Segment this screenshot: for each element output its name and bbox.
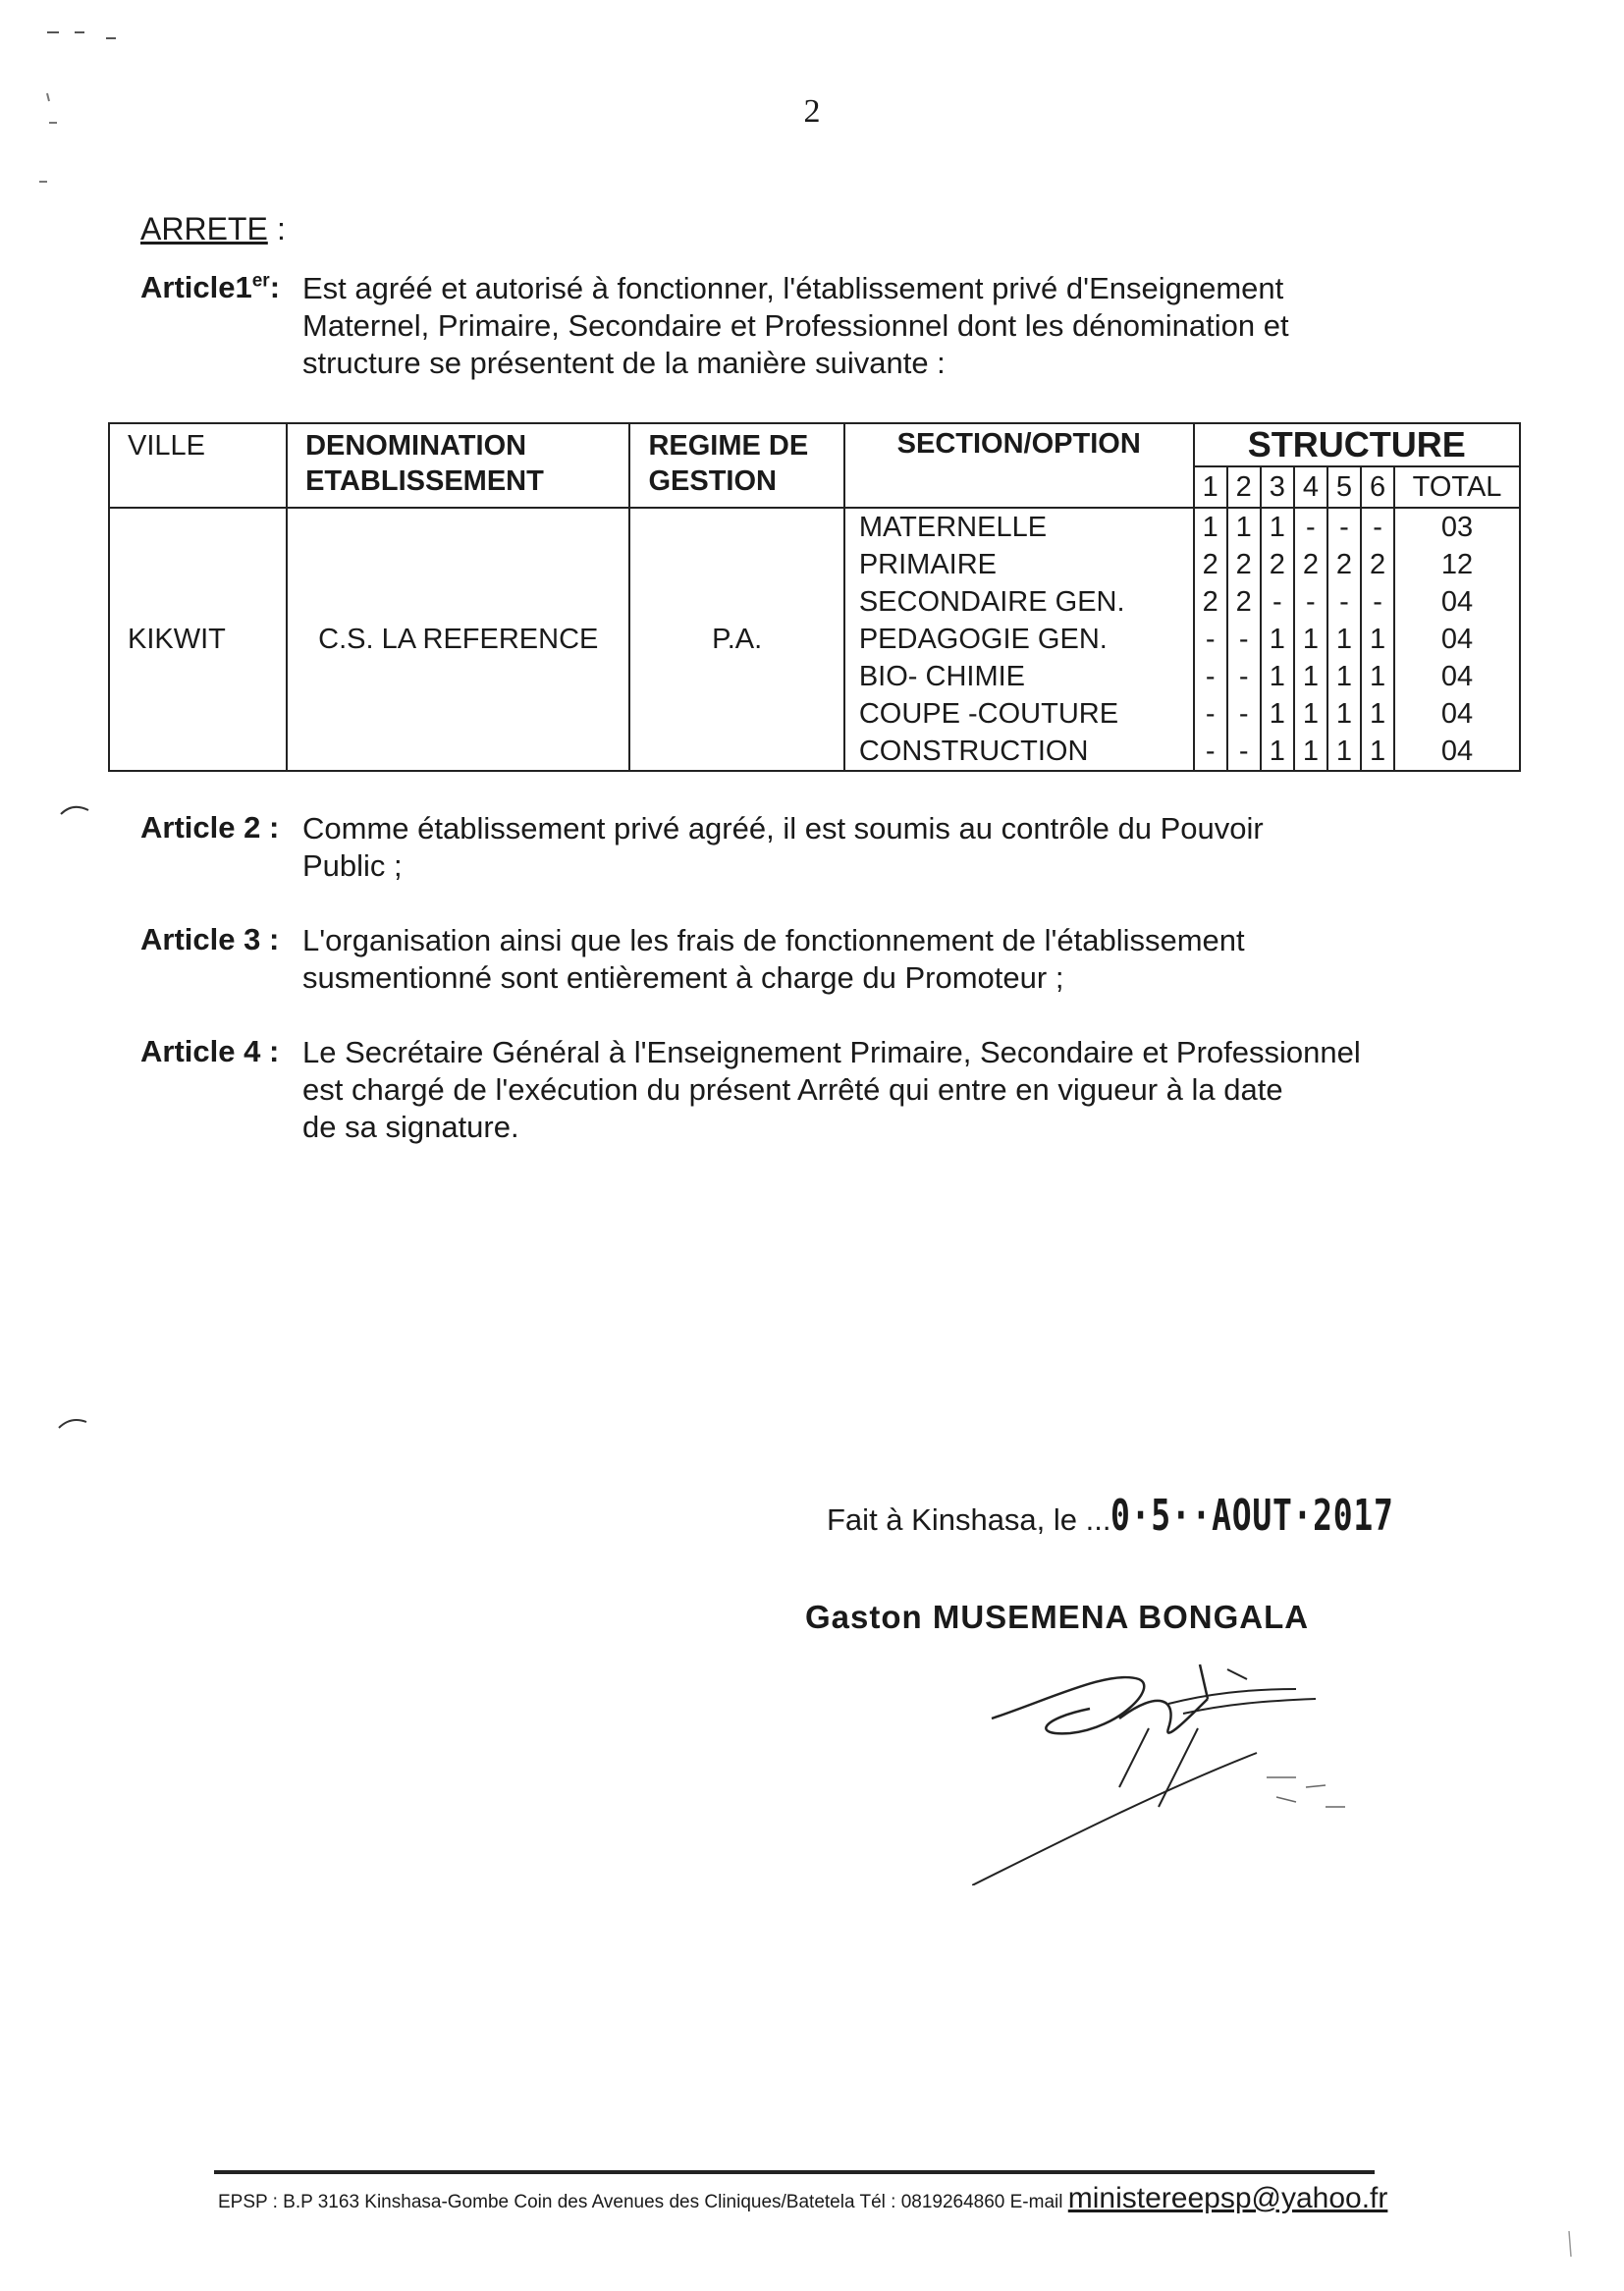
total-count: 03	[1440, 512, 1474, 543]
year-count: 1	[1302, 736, 1319, 767]
year-count: 1	[1269, 698, 1285, 730]
header-structure: STRUCTURE	[1194, 423, 1520, 466]
section-option: PRIMAIRE	[858, 549, 998, 580]
cell-year-6	[1361, 508, 1394, 771]
header-denomination	[287, 423, 629, 508]
year-count: 1	[1335, 736, 1353, 767]
header-denomination-line: DENOMINATION	[305, 430, 527, 462]
year-count: 1	[1269, 661, 1285, 692]
year-count: 1	[1369, 661, 1386, 692]
year-count: -	[1373, 586, 1382, 618]
arrete-heading: ARRETE	[140, 211, 268, 246]
article-1-label-sup: er	[251, 270, 270, 292]
year-count: 2	[1235, 586, 1252, 618]
article-3-label: Article 3 :	[140, 922, 280, 956]
year-count: -	[1306, 512, 1316, 543]
section-option: BIO- CHIMIE	[858, 661, 1025, 692]
cell-regime: P.A.	[629, 508, 843, 771]
article-2-line: Comme établissement privé agréé, il est soumis au contrôle du Pouvoir	[302, 811, 1264, 845]
section-option: CONSTRUCTION	[858, 736, 1089, 767]
year-count: 1	[1335, 661, 1353, 692]
header-year-3: 3	[1261, 466, 1294, 508]
article-4-line: de sa signature.	[302, 1110, 519, 1144]
table-header-row	[109, 423, 1520, 466]
year-count: -	[1238, 736, 1249, 767]
year-count: -	[1306, 586, 1316, 618]
section-option: PEDAGOGIE GEN.	[858, 624, 1108, 655]
total-count: 04	[1440, 736, 1474, 767]
article-3-line: L'organisation ainsi que les frais de fonctionnement de l'établissement	[302, 923, 1245, 957]
margin-mark	[57, 1414, 96, 1434]
header-year-1: 1	[1194, 466, 1227, 508]
footer-address: EPSP : B.P 3163 Kinshasa-Gombe Coin des Avenues des Cliniques/Batetela Tél : 0819264860 E-mail	[218, 2192, 1063, 2212]
cell-sections	[844, 508, 1194, 771]
total-count: 12	[1440, 549, 1474, 580]
signer-name: Gaston MUSEMENA BONGALA	[805, 1599, 1310, 1635]
cell-year-1	[1194, 508, 1227, 771]
year-count: 1	[1335, 624, 1353, 655]
cell-denomination: C.S. LA REFERENCE	[287, 508, 629, 771]
year-count: -	[1205, 624, 1216, 655]
year-count: -	[1205, 698, 1216, 730]
total-count: 04	[1440, 586, 1474, 618]
year-count: 1	[1369, 624, 1386, 655]
year-count: 1	[1269, 736, 1285, 767]
article-1-label	[140, 270, 280, 305]
article-2-text	[302, 810, 1461, 885]
year-count: 2	[1269, 549, 1285, 580]
year-count: -	[1339, 512, 1349, 543]
article-1-text	[302, 270, 1461, 382]
year-count: 1	[1302, 698, 1319, 730]
header-section: SECTION/OPTION	[844, 423, 1194, 508]
cell-year-2	[1227, 508, 1261, 771]
header-year-4: 4	[1294, 466, 1327, 508]
header-regime-line: GESTION	[648, 465, 777, 497]
year-count: -	[1373, 512, 1382, 543]
cell-year-5	[1327, 508, 1361, 771]
cell-ville: KIKWIT	[109, 508, 287, 771]
year-count: 2	[1202, 549, 1218, 580]
structure-table	[108, 422, 1521, 772]
article-3-text	[302, 922, 1461, 997]
year-count: 1	[1269, 512, 1285, 543]
header-regime	[629, 423, 843, 508]
article-3-line: susmentionné sont entièrement à charge du Promoteur ;	[302, 960, 1064, 995]
cell-total	[1394, 508, 1520, 771]
year-count: 1	[1302, 624, 1319, 655]
section-option: COUPE -COUTURE	[858, 698, 1119, 730]
header-regime-line: REGIME DE	[648, 430, 809, 462]
page-number: 2	[803, 93, 821, 130]
section-option: MATERNELLE	[858, 512, 1048, 543]
section-option: SECONDAIRE GEN.	[858, 586, 1125, 618]
scan-mark-right	[1561, 2229, 1581, 2268]
header-total: TOTAL	[1394, 466, 1520, 508]
total-count: 04	[1440, 624, 1474, 655]
article-4-label: Article 4 :	[140, 1034, 280, 1068]
year-count: -	[1339, 586, 1349, 618]
article-2-line: Public ;	[302, 848, 403, 883]
article-2-label: Article 2 :	[140, 810, 280, 845]
year-count: -	[1238, 624, 1249, 655]
footer-rule	[214, 2170, 1375, 2174]
year-count: 2	[1235, 549, 1252, 580]
article-4-line: Le Secrétaire Général à l'Enseignement Primaire, Secondaire et Professionnel	[302, 1035, 1361, 1069]
header-ville: VILLE	[109, 423, 287, 508]
year-count: -	[1205, 736, 1216, 767]
article-1-line: Maternel, Primaire, Secondaire et Professionnel dont les dénomination et	[302, 308, 1289, 343]
article-1-line: Est agréé et autorisé à fonctionner, l'établissement privé d'Enseignement	[302, 271, 1284, 305]
arrete-heading-colon: :	[277, 211, 286, 246]
footer-email[interactable]: ministereepsp@yahoo.fr	[1067, 2182, 1388, 2214]
year-count: 1	[1302, 661, 1319, 692]
year-count: -	[1238, 661, 1249, 692]
table-row	[109, 508, 1520, 771]
year-count: 1	[1202, 512, 1218, 543]
year-count: 1	[1369, 698, 1386, 730]
year-count: 1	[1369, 736, 1386, 767]
footer	[218, 2182, 1387, 2215]
cell-year-3	[1261, 508, 1294, 771]
total-count: 04	[1440, 698, 1474, 730]
margin-mark	[59, 800, 98, 820]
header-year-6: 6	[1361, 466, 1394, 508]
total-count: 04	[1440, 661, 1474, 692]
place-and-date	[827, 1491, 1489, 1541]
year-count: 2	[1369, 549, 1386, 580]
year-count: -	[1238, 698, 1249, 730]
place-prefix: Fait à Kinshasa, le ...	[827, 1502, 1111, 1537]
year-count: 2	[1202, 586, 1218, 618]
article-4-text	[302, 1034, 1461, 1146]
handwritten-signature	[972, 1660, 1443, 1885]
year-count: 2	[1335, 549, 1353, 580]
header-year-5: 5	[1327, 466, 1361, 508]
article-1-label-text: Article1	[140, 270, 252, 304]
header-year-2: 2	[1227, 466, 1261, 508]
stamped-date: 0·5··AOUT·2017	[1110, 1491, 1395, 1541]
header-denomination-line: ETABLISSEMENT	[305, 465, 544, 497]
year-count: -	[1205, 661, 1216, 692]
article-1-label-colon: :	[269, 270, 281, 304]
year-count: 1	[1269, 624, 1285, 655]
year-count: -	[1272, 586, 1282, 618]
cell-year-4	[1294, 508, 1327, 771]
article-4-line: est chargé de l'exécution du présent Arrêté qui entre en vigueur à la date	[302, 1072, 1283, 1107]
article-1-line: structure se présentent de la manière suivante :	[302, 346, 946, 380]
year-count: 2	[1302, 549, 1319, 580]
year-count: 1	[1335, 698, 1353, 730]
year-count: 1	[1235, 512, 1252, 543]
